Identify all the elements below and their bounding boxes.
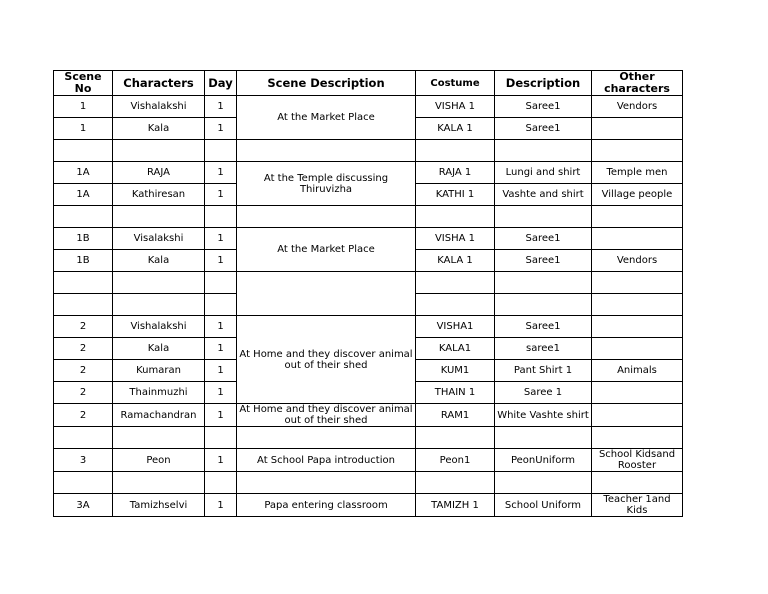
scene-no-cell: 1B <box>54 228 113 250</box>
costume-cell: THAIN 1 <box>416 382 495 404</box>
costume-description-cell: Saree1 <box>495 96 592 118</box>
scene-description-cell <box>237 427 416 449</box>
costume-description-cell <box>495 140 592 162</box>
costume-cell: KALA 1 <box>416 250 495 272</box>
other-characters-cell: Animals <box>592 360 683 382</box>
table-row <box>54 96 683 118</box>
character-cell: Kathiresan <box>113 184 205 206</box>
character-cell: Peon <box>113 449 205 472</box>
other-characters-cell <box>592 228 683 250</box>
day-cell: 1 <box>205 118 237 140</box>
character-cell: RAJA <box>113 162 205 184</box>
other-characters-cell <box>592 316 683 338</box>
other-characters-cell: Vendors <box>592 250 683 272</box>
day-cell: 1 <box>205 316 237 338</box>
scene-description-cell <box>237 272 416 316</box>
day-cell: 1 <box>205 449 237 472</box>
other-characters-cell: School Kidsand Rooster <box>592 449 683 472</box>
costume-description-cell: Vashte and shirt <box>495 184 592 206</box>
other-characters-cell <box>592 338 683 360</box>
day-cell <box>205 427 237 449</box>
header-day: Day <box>205 71 237 96</box>
day-cell: 1 <box>205 250 237 272</box>
costume-cell <box>416 427 495 449</box>
costume-cell <box>416 472 495 494</box>
table-row <box>54 404 683 427</box>
day-cell: 1 <box>205 228 237 250</box>
scene-no-cell: 2 <box>54 382 113 404</box>
header-characters: Characters <box>113 71 205 96</box>
scene-no-cell: 1B <box>54 250 113 272</box>
character-cell: Ramachandran <box>113 404 205 427</box>
costume-description-cell: Saree1 <box>495 228 592 250</box>
header-costume: Costume <box>416 71 495 96</box>
costume-cell <box>416 140 495 162</box>
scene-description-cell <box>237 140 416 162</box>
costume-cell: VISHA 1 <box>416 96 495 118</box>
scene-no-cell <box>54 294 113 316</box>
costume-cell: KALA 1 <box>416 118 495 140</box>
day-cell: 1 <box>205 184 237 206</box>
header-description: Description <box>495 71 592 96</box>
character-cell: Kala <box>113 250 205 272</box>
scene-description-cell <box>237 472 416 494</box>
scene-no-cell: 3 <box>54 449 113 472</box>
costume-description-cell <box>495 206 592 228</box>
costume-cell <box>416 206 495 228</box>
table-row <box>54 494 683 517</box>
scene-description-cell: At School Papa introduction <box>237 449 416 472</box>
day-cell: 1 <box>205 494 237 517</box>
scene-no-cell: 1A <box>54 162 113 184</box>
costume-cell <box>416 294 495 316</box>
costume-description-cell: Pant Shirt 1 <box>495 360 592 382</box>
scene-no-cell <box>54 472 113 494</box>
header-other-characters: Other characters <box>592 71 683 96</box>
other-characters-cell: Vendors <box>592 96 683 118</box>
day-cell <box>205 140 237 162</box>
day-cell: 1 <box>205 382 237 404</box>
costume-cell: VISHA 1 <box>416 228 495 250</box>
character-cell: Tamizhselvi <box>113 494 205 517</box>
header-scene-no: Scene No <box>54 71 113 96</box>
scene-no-cell: 2 <box>54 404 113 427</box>
costume-cell: RAJA 1 <box>416 162 495 184</box>
scene-no-cell <box>54 427 113 449</box>
table-row <box>54 228 683 250</box>
scene-description-cell: At the Market Place <box>237 96 416 140</box>
table-row <box>54 140 683 162</box>
table-row <box>54 272 683 294</box>
costume-description-cell: School Uniform <box>495 494 592 517</box>
costume-description-cell <box>495 294 592 316</box>
day-cell: 1 <box>205 162 237 184</box>
scene-description-cell: At Home and they discover animal out of their shed <box>237 316 416 404</box>
day-cell: 1 <box>205 360 237 382</box>
costume-description-cell: Saree1 <box>495 250 592 272</box>
costume-cell <box>416 272 495 294</box>
costume-description-cell: PeonUniform <box>495 449 592 472</box>
scene-description-cell: At the Market Place <box>237 228 416 272</box>
other-characters-cell <box>592 404 683 427</box>
character-cell: Kala <box>113 118 205 140</box>
costume-cell: TAMIZH 1 <box>416 494 495 517</box>
costume-description-cell <box>495 272 592 294</box>
table-row <box>54 472 683 494</box>
costume-description-cell: saree1 <box>495 338 592 360</box>
day-cell <box>205 294 237 316</box>
costume-description-cell: Saree1 <box>495 316 592 338</box>
day-cell: 1 <box>205 96 237 118</box>
table-row <box>54 162 683 184</box>
scene-description-cell: At the Temple discussing Thiruvizha <box>237 162 416 206</box>
other-characters-cell <box>592 140 683 162</box>
day-cell <box>205 272 237 294</box>
scene-description-cell: Papa entering classroom <box>237 494 416 517</box>
costume-description-cell <box>495 472 592 494</box>
costume-description-cell: Saree 1 <box>495 382 592 404</box>
header-scene-description: Scene Description <box>237 71 416 96</box>
day-cell: 1 <box>205 404 237 427</box>
scene-no-cell <box>54 140 113 162</box>
character-cell <box>113 472 205 494</box>
scene-no-cell: 1 <box>54 96 113 118</box>
other-characters-cell <box>592 272 683 294</box>
other-characters-cell <box>592 294 683 316</box>
costume-description-cell: Lungi and shirt <box>495 162 592 184</box>
costume-cell: KATHI 1 <box>416 184 495 206</box>
scene-no-cell <box>54 206 113 228</box>
other-characters-cell <box>592 472 683 494</box>
scene-no-cell <box>54 272 113 294</box>
costume-cell: RAM1 <box>416 404 495 427</box>
character-cell: Vishalakshi <box>113 316 205 338</box>
day-cell <box>205 472 237 494</box>
scene-no-cell: 1A <box>54 184 113 206</box>
costume-description-cell <box>495 427 592 449</box>
character-cell: Kumaran <box>113 360 205 382</box>
character-cell: Vishalakshi <box>113 96 205 118</box>
costume-cell: Peon1 <box>416 449 495 472</box>
costume-description-cell: Saree1 <box>495 118 592 140</box>
scene-breakdown-table <box>53 70 683 517</box>
costume-cell: KALA1 <box>416 338 495 360</box>
character-cell: Thainmuzhi <box>113 382 205 404</box>
costume-cell: VISHA1 <box>416 316 495 338</box>
scene-description-cell <box>237 206 416 228</box>
other-characters-cell <box>592 427 683 449</box>
scene-no-cell: 2 <box>54 360 113 382</box>
table-row <box>54 316 683 338</box>
character-cell <box>113 140 205 162</box>
scene-no-cell: 1 <box>54 118 113 140</box>
header-row <box>54 71 683 96</box>
character-cell <box>113 272 205 294</box>
table-row <box>54 449 683 472</box>
day-cell: 1 <box>205 338 237 360</box>
scene-no-cell: 2 <box>54 316 113 338</box>
other-characters-cell: Temple men <box>592 162 683 184</box>
table-row <box>54 427 683 449</box>
table-row <box>54 206 683 228</box>
other-characters-cell: Teacher 1and Kids <box>592 494 683 517</box>
scene-description-cell: At Home and they discover animal out of their shed <box>237 404 416 427</box>
day-cell <box>205 206 237 228</box>
costume-description-cell: White Vashte shirt <box>495 404 592 427</box>
character-cell <box>113 427 205 449</box>
other-characters-cell <box>592 206 683 228</box>
other-characters-cell <box>592 118 683 140</box>
costume-cell: KUM1 <box>416 360 495 382</box>
character-cell: Kala <box>113 338 205 360</box>
other-characters-cell: Village people <box>592 184 683 206</box>
scene-no-cell: 3A <box>54 494 113 517</box>
character-cell <box>113 294 205 316</box>
character-cell: Visalakshi <box>113 228 205 250</box>
character-cell <box>113 206 205 228</box>
scene-no-cell: 2 <box>54 338 113 360</box>
other-characters-cell <box>592 382 683 404</box>
